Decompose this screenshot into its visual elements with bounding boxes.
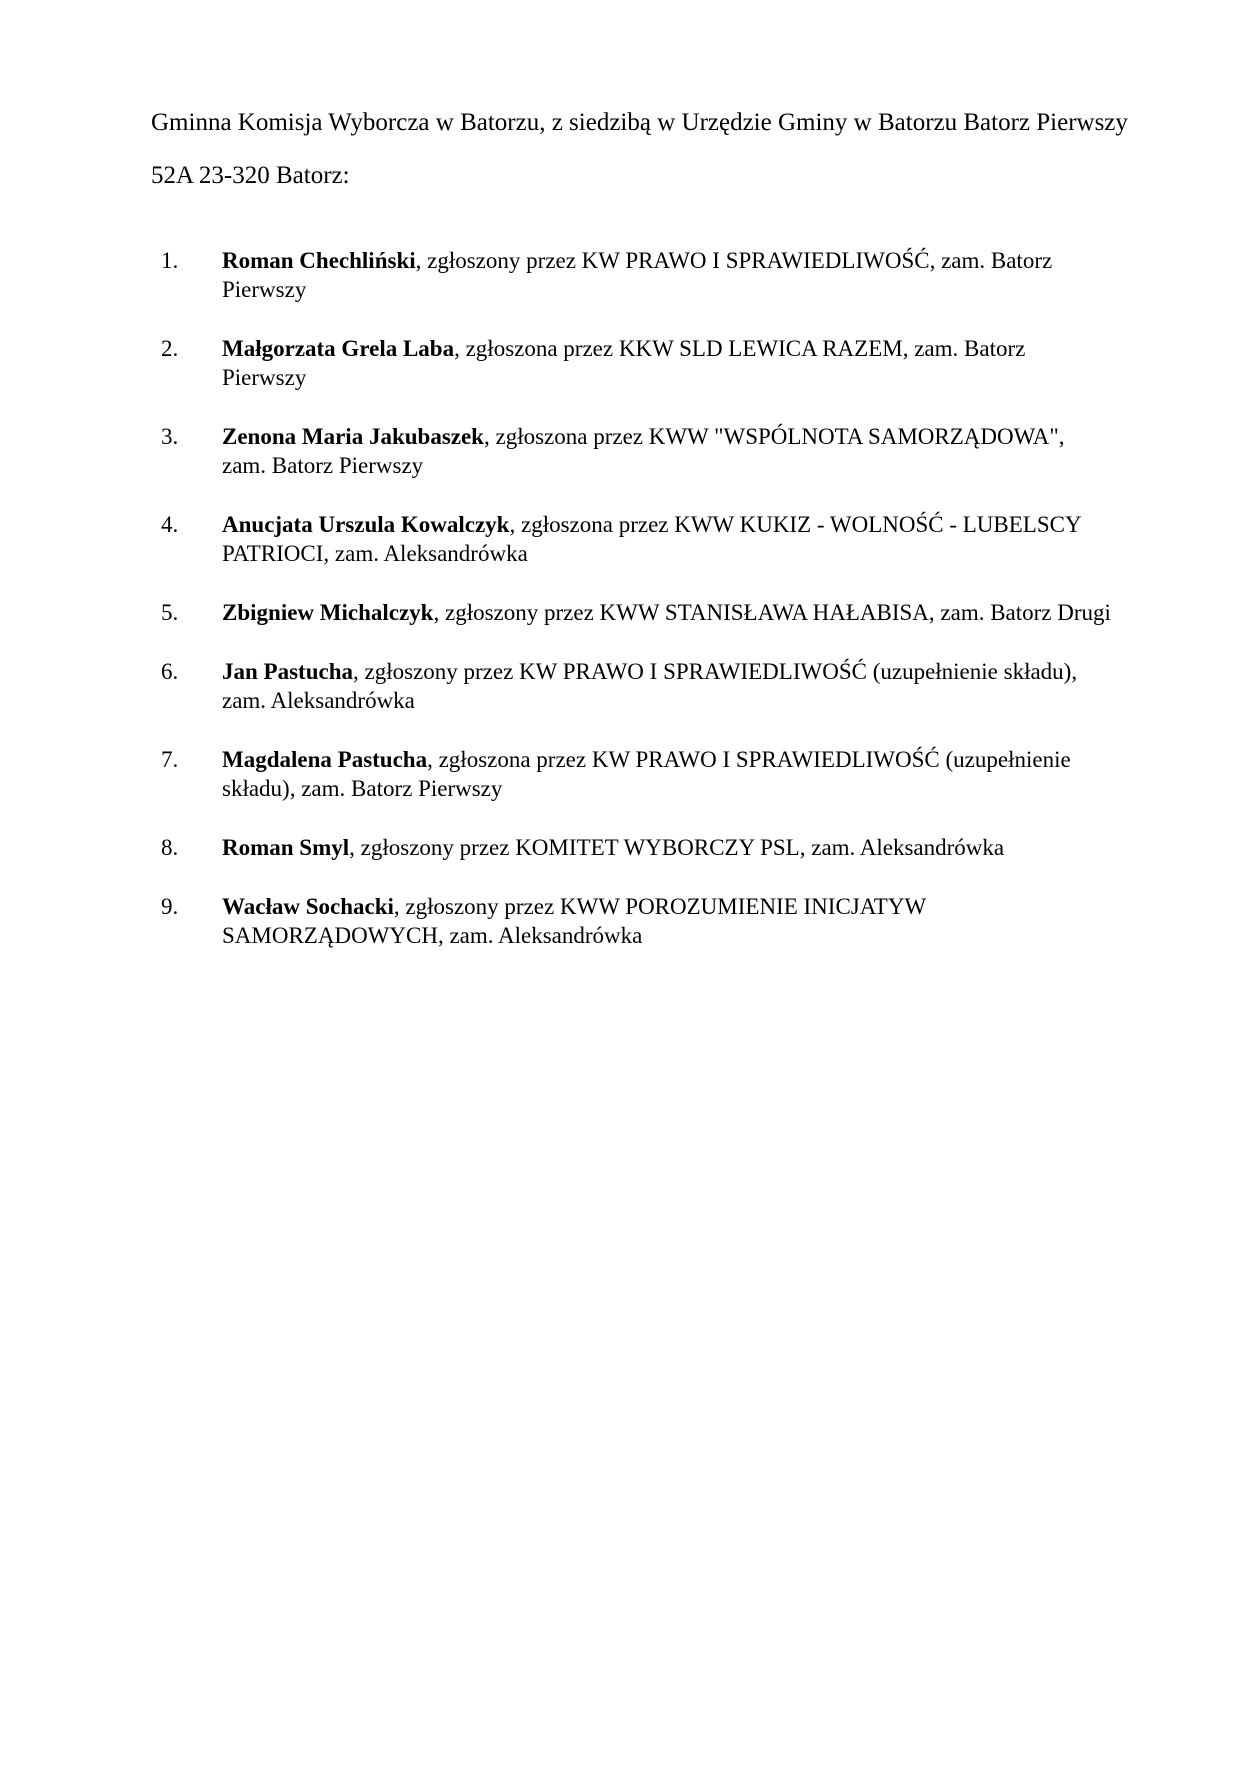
item-number: 6. xyxy=(161,659,179,684)
item-number: 7. xyxy=(161,747,179,772)
member-name: Zbigniew Michalczyk xyxy=(222,600,434,625)
member-list xyxy=(151,246,1111,980)
list-item xyxy=(151,833,1111,862)
member-name: Magdalena Pastucha xyxy=(222,747,428,772)
member-name: Wacław Sochacki xyxy=(222,894,394,919)
member-name: Małgorzata Grela Laba xyxy=(222,336,455,361)
member-details: , zgłoszona przez KWW "WSPÓLNOTA SAMORZĄDOWA", zam. Batorz Pierwszy xyxy=(222,424,1065,478)
item-number: 2. xyxy=(161,336,179,361)
member-details: , zgłoszona przez KW PRAWO I SPRAWIEDLIWOŚĆ (uzupełnienie składu), zam. Batorz Pierwszy xyxy=(222,747,1071,801)
item-number: 8. xyxy=(161,835,179,860)
item-number: 4. xyxy=(161,512,179,537)
member-name: Zenona Maria Jakubaszek xyxy=(222,424,484,449)
list-item xyxy=(151,246,1111,304)
list-item xyxy=(151,510,1111,568)
member-details: , zgłoszony przez KOMITET WYBORCZY PSL, zam. Aleksandrówka xyxy=(349,835,1005,860)
member-name: Jan Pastucha xyxy=(222,659,353,684)
member-details: , zgłoszony przez KWW POROZUMIENIE INICJATYW SAMORZĄDOWYCH, zam. Aleksandrówka xyxy=(222,894,926,948)
member-name: Roman Smyl xyxy=(222,835,350,860)
member-name: Anucjata Urszula Kowalczyk xyxy=(222,512,510,537)
item-number: 1. xyxy=(161,248,179,273)
item-number: 5. xyxy=(161,600,179,625)
list-item xyxy=(151,892,1111,950)
member-details: , zgłoszony przez KW PRAWO I SPRAWIEDLIWOŚĆ (uzupełnienie składu), zam. Aleksandrówka xyxy=(222,659,1078,713)
member-details: , zgłoszony przez KWW STANISŁAWA HAŁABISA, zam. Batorz Drugi xyxy=(433,600,1111,625)
list-item xyxy=(151,422,1111,480)
member-details: , zgłoszona przez KKW SLD LEWICA RAZEM, zam. Batorz Pierwszy xyxy=(222,336,1026,390)
list-item xyxy=(151,745,1111,803)
item-number: 9. xyxy=(161,894,179,919)
member-details: , zgłoszona przez KWW KUKIZ - WOLNOŚĆ - LUBELSCY PATRIOCI, zam. Aleksandrówka xyxy=(222,512,1081,566)
member-details: , zgłoszony przez KW PRAWO I SPRAWIEDLIWOŚĆ, zam. Batorz Pierwszy xyxy=(222,248,1053,302)
member-name: Roman Chechliński xyxy=(222,248,416,273)
item-number: 3. xyxy=(161,424,179,449)
list-item xyxy=(151,657,1111,715)
intro-paragraph: Gminna Komisja Wyborcza w Batorzu, z siedzibą w Urzędzie Gminy w Batorzu Batorz Pierwszy 52A 23-320 Batorz: xyxy=(151,109,1128,189)
list-item xyxy=(151,334,1111,392)
list-item xyxy=(151,598,1111,627)
